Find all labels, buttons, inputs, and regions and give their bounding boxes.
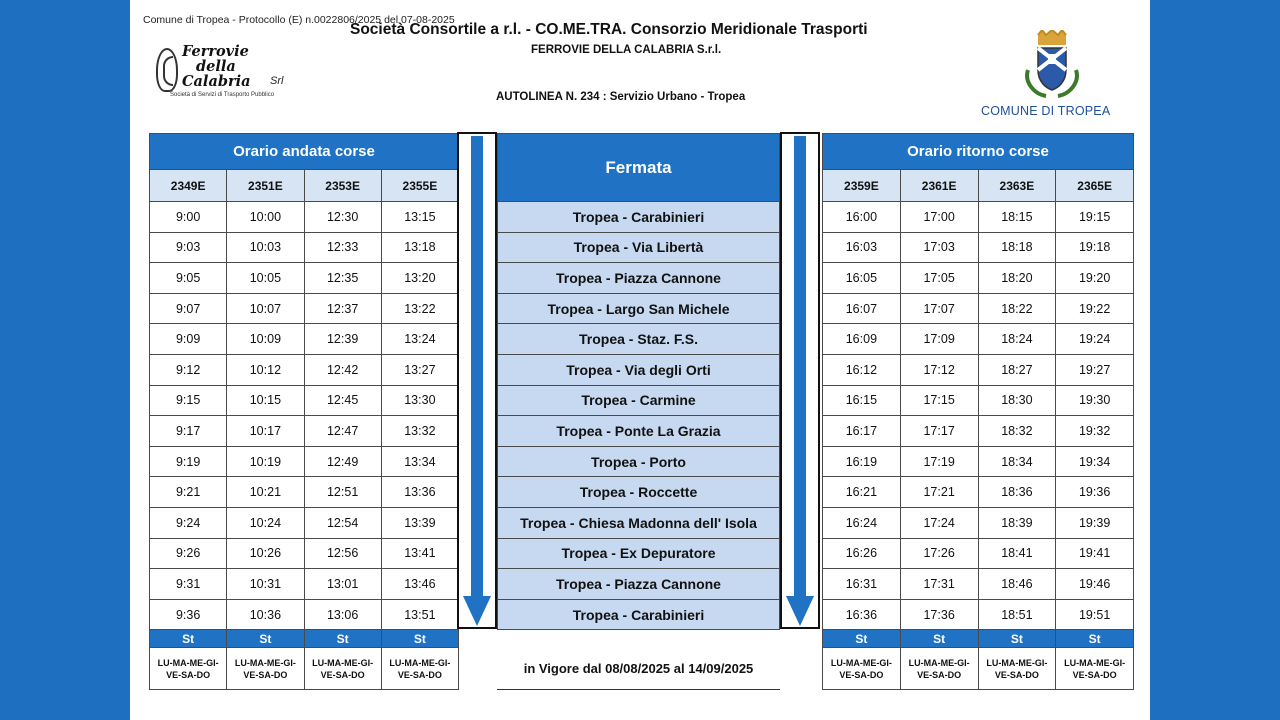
time-cell: 17:12 xyxy=(900,354,978,385)
days-line: VE-SA-DO xyxy=(320,669,365,680)
table-row xyxy=(150,354,459,385)
cell: 2361E xyxy=(900,170,978,202)
cell: St xyxy=(1056,630,1134,648)
table-row xyxy=(823,293,1134,324)
stop-name: Tropea - Ex Depuratore xyxy=(498,538,780,569)
days-line: VE-SA-DO xyxy=(397,669,442,680)
time-cell: 18:32 xyxy=(978,416,1056,447)
table-row xyxy=(150,599,459,630)
days-line: LU-MA-ME-GI- xyxy=(157,657,219,668)
fdc-line2: della xyxy=(196,58,236,75)
time-cell: 12:42 xyxy=(304,354,381,385)
time-cell: 17:00 xyxy=(900,202,978,233)
time-cell: 13:20 xyxy=(381,263,458,294)
days-line: VE-SA-DO xyxy=(243,669,288,680)
time-cell: 19:24 xyxy=(1056,324,1134,355)
table-row xyxy=(823,416,1134,447)
table-row xyxy=(150,263,459,294)
stop-name: Tropea - Carmine xyxy=(498,385,780,416)
time-cell: 19:22 xyxy=(1056,293,1134,324)
cell: 2351E xyxy=(227,170,304,202)
time-cell: 10:19 xyxy=(227,446,304,477)
time-cell: 16:19 xyxy=(823,446,901,477)
table-row xyxy=(150,507,459,538)
cell: 2355E xyxy=(381,170,458,202)
cell: St xyxy=(823,630,901,648)
validity-note: in Vigore dal 08/08/2025 al 14/09/2025 xyxy=(497,650,780,690)
time-cell: 13:36 xyxy=(381,477,458,508)
time-cell: 19:20 xyxy=(1056,263,1134,294)
time-cell: 18:30 xyxy=(978,385,1056,416)
time-cell: 19:32 xyxy=(1056,416,1134,447)
table-row xyxy=(823,263,1134,294)
fdc-subtitle: Società di Servizi di Trasporto Pubblico xyxy=(170,92,275,98)
table-row xyxy=(150,293,459,324)
table-row xyxy=(150,232,459,263)
time-cell: 12:39 xyxy=(304,324,381,355)
days-cell xyxy=(978,648,1056,690)
comune-name: COMUNE DI TROPEA xyxy=(981,104,1111,118)
table-row xyxy=(823,477,1134,508)
time-cell: 19:18 xyxy=(1056,232,1134,263)
ritorno-title: Orario ritorno corse xyxy=(823,134,1134,170)
days-line: VE-SA-DO xyxy=(839,669,884,680)
time-cell: 9:03 xyxy=(150,232,227,263)
cell: St xyxy=(381,630,458,648)
cell: St xyxy=(978,630,1056,648)
time-cell: 18:15 xyxy=(978,202,1056,233)
fdc-line3: Calabria xyxy=(182,73,251,90)
time-cell: 17:17 xyxy=(900,416,978,447)
stop-row xyxy=(498,293,780,324)
time-cell: 16:31 xyxy=(823,569,901,600)
time-cell: 19:27 xyxy=(1056,354,1134,385)
tropea-crest-icon xyxy=(1020,30,1084,102)
days-cell xyxy=(381,648,458,690)
days-line: LU-MA-ME-GI- xyxy=(312,657,374,668)
table-row xyxy=(150,324,459,355)
table-row xyxy=(823,507,1134,538)
time-cell: 12:54 xyxy=(304,507,381,538)
time-cell: 13:27 xyxy=(381,354,458,385)
time-cell: 12:56 xyxy=(304,538,381,569)
time-cell: 16:05 xyxy=(823,263,901,294)
time-cell: 16:12 xyxy=(823,354,901,385)
ritorno-st-row xyxy=(823,630,1134,648)
time-cell: 19:15 xyxy=(1056,202,1134,233)
stop-name: Tropea - Roccette xyxy=(498,477,780,508)
time-cell: 9:12 xyxy=(150,354,227,385)
time-cell: 13:34 xyxy=(381,446,458,477)
stop-name: Tropea - Ponte La Grazia xyxy=(498,416,780,447)
stop-name: Tropea - Chiesa Madonna dell' Isola xyxy=(498,507,780,538)
time-cell: 13:41 xyxy=(381,538,458,569)
ritorno-codes-row xyxy=(823,170,1134,202)
time-cell: 13:15 xyxy=(381,202,458,233)
days-line: VE-SA-DO xyxy=(917,669,962,680)
time-cell: 10:17 xyxy=(227,416,304,447)
time-cell: 9:17 xyxy=(150,416,227,447)
stop-name: Tropea - Carabinieri xyxy=(498,599,780,630)
fdc-emblem-icon xyxy=(156,48,178,92)
time-cell: 17:15 xyxy=(900,385,978,416)
time-cell: 18:41 xyxy=(978,538,1056,569)
time-cell: 12:45 xyxy=(304,385,381,416)
stop-name: Tropea - Largo San Michele xyxy=(498,293,780,324)
table-row xyxy=(823,324,1134,355)
stop-row xyxy=(498,385,780,416)
time-cell: 17:26 xyxy=(900,538,978,569)
time-cell: 10:07 xyxy=(227,293,304,324)
table-row xyxy=(150,569,459,600)
time-cell: 17:36 xyxy=(900,599,978,630)
table-row xyxy=(150,446,459,477)
stop-row xyxy=(498,354,780,385)
cell: 2359E xyxy=(823,170,901,202)
company-title: Società Consortile a r.l. - CO.ME.TRA. Consorzio Meridionale Trasporti xyxy=(350,21,868,38)
stop-name: Tropea - Carabinieri xyxy=(498,202,780,233)
days-line: LU-MA-ME-GI- xyxy=(986,657,1048,668)
stop-name: Tropea - Piazza Cannone xyxy=(498,569,780,600)
time-cell: 16:24 xyxy=(823,507,901,538)
stop-row xyxy=(498,232,780,263)
stop-row xyxy=(498,324,780,355)
time-cell: 13:01 xyxy=(304,569,381,600)
cell: 2363E xyxy=(978,170,1056,202)
time-cell: 9:00 xyxy=(150,202,227,233)
days-cell xyxy=(900,648,978,690)
time-cell: 12:51 xyxy=(304,477,381,508)
time-cell: 13:46 xyxy=(381,569,458,600)
time-cell: 10:21 xyxy=(227,477,304,508)
time-cell: 10:03 xyxy=(227,232,304,263)
ferrovie-calabria-logo xyxy=(152,42,302,102)
time-cell: 18:18 xyxy=(978,232,1056,263)
time-cell: 12:35 xyxy=(304,263,381,294)
time-cell: 17:03 xyxy=(900,232,978,263)
days-cell xyxy=(1056,648,1134,690)
time-cell: 13:32 xyxy=(381,416,458,447)
time-cell: 10:24 xyxy=(227,507,304,538)
direction-arrow-left xyxy=(457,132,497,629)
subcompany-title: FERROVIE DELLA CALABRIA S.r.l. xyxy=(531,44,722,56)
time-cell: 13:39 xyxy=(381,507,458,538)
andata-times xyxy=(150,202,459,630)
time-cell: 13:24 xyxy=(381,324,458,355)
time-cell: 16:21 xyxy=(823,477,901,508)
time-cell: 19:39 xyxy=(1056,507,1134,538)
time-cell: 18:20 xyxy=(978,263,1056,294)
table-row xyxy=(823,446,1134,477)
fdc-logo-text xyxy=(182,44,251,89)
stop-row xyxy=(498,202,780,233)
time-cell: 18:46 xyxy=(978,569,1056,600)
fdc-srl: Srl xyxy=(270,75,284,87)
time-cell: 16:00 xyxy=(823,202,901,233)
time-cell: 19:36 xyxy=(1056,477,1134,508)
time-cell: 12:49 xyxy=(304,446,381,477)
stop-row xyxy=(498,599,780,630)
time-cell: 18:27 xyxy=(978,354,1056,385)
time-cell: 17:05 xyxy=(900,263,978,294)
fermata-title: Fermata xyxy=(498,134,780,202)
stop-name: Tropea - Piazza Cannone xyxy=(498,263,780,294)
time-cell: 17:21 xyxy=(900,477,978,508)
time-cell: 16:36 xyxy=(823,599,901,630)
stop-name: Tropea - Staz. F.S. xyxy=(498,324,780,355)
time-cell: 18:24 xyxy=(978,324,1056,355)
table-row xyxy=(823,599,1134,630)
time-cell: 16:07 xyxy=(823,293,901,324)
stop-row xyxy=(498,507,780,538)
table-row xyxy=(150,538,459,569)
time-cell: 19:30 xyxy=(1056,385,1134,416)
time-cell: 18:39 xyxy=(978,507,1056,538)
cell: St xyxy=(150,630,227,648)
fermata-stops xyxy=(498,202,780,630)
table-row xyxy=(823,569,1134,600)
stop-name: Tropea - Porto xyxy=(498,446,780,477)
time-cell: 19:34 xyxy=(1056,446,1134,477)
time-cell: 16:09 xyxy=(823,324,901,355)
andata-st-row xyxy=(150,630,459,648)
days-cell xyxy=(150,648,227,690)
days-cell xyxy=(823,648,901,690)
cell: 2349E xyxy=(150,170,227,202)
ritorno-table xyxy=(822,133,1134,690)
days-line: VE-SA-DO xyxy=(1072,669,1117,680)
time-cell: 9:21 xyxy=(150,477,227,508)
time-cell: 9:09 xyxy=(150,324,227,355)
time-cell: 13:18 xyxy=(381,232,458,263)
fermata-table xyxy=(497,133,780,630)
table-row xyxy=(823,202,1134,233)
time-cell: 10:00 xyxy=(227,202,304,233)
time-cell: 9:05 xyxy=(150,263,227,294)
time-cell: 18:51 xyxy=(978,599,1056,630)
time-cell: 18:34 xyxy=(978,446,1056,477)
stop-row xyxy=(498,446,780,477)
time-cell: 16:03 xyxy=(823,232,901,263)
time-cell: 10:31 xyxy=(227,569,304,600)
fdc-line1: Ferrovie xyxy=(182,43,249,60)
time-cell: 9:24 xyxy=(150,507,227,538)
time-cell: 9:07 xyxy=(150,293,227,324)
stop-row xyxy=(498,477,780,508)
time-cell: 19:51 xyxy=(1056,599,1134,630)
days-line: LU-MA-ME-GI- xyxy=(234,657,296,668)
time-cell: 9:36 xyxy=(150,599,227,630)
timetable-document xyxy=(130,0,1150,720)
table-row xyxy=(150,202,459,233)
days-cell xyxy=(227,648,304,690)
time-cell: 17:31 xyxy=(900,569,978,600)
route-title: AUTOLINEA N. 234 : Servizio Urbano - Tropea xyxy=(496,91,746,103)
time-cell: 12:37 xyxy=(304,293,381,324)
stop-row xyxy=(498,538,780,569)
time-cell: 18:22 xyxy=(978,293,1056,324)
days-line: VE-SA-DO xyxy=(166,669,211,680)
table-row xyxy=(823,232,1134,263)
cell: 2365E xyxy=(1056,170,1134,202)
time-cell: 9:19 xyxy=(150,446,227,477)
time-cell: 13:51 xyxy=(381,599,458,630)
time-cell: 10:36 xyxy=(227,599,304,630)
stop-name: Tropea - Via Libertà xyxy=(498,232,780,263)
days-line: VE-SA-DO xyxy=(994,669,1039,680)
cell: St xyxy=(304,630,381,648)
andata-days-row xyxy=(150,648,459,690)
time-cell: 16:26 xyxy=(823,538,901,569)
stop-row xyxy=(498,569,780,600)
stop-row xyxy=(498,263,780,294)
time-cell: 9:26 xyxy=(150,538,227,569)
time-cell: 17:07 xyxy=(900,293,978,324)
table-row xyxy=(150,477,459,508)
table-row xyxy=(150,416,459,447)
ritorno-days-row xyxy=(823,648,1134,690)
time-cell: 10:09 xyxy=(227,324,304,355)
days-line: LU-MA-ME-GI- xyxy=(389,657,451,668)
table-row xyxy=(823,385,1134,416)
time-cell: 18:36 xyxy=(978,477,1056,508)
time-cell: 19:46 xyxy=(1056,569,1134,600)
time-cell: 12:30 xyxy=(304,202,381,233)
table-row xyxy=(823,538,1134,569)
stop-name: Tropea - Via degli Orti xyxy=(498,354,780,385)
days-line: LU-MA-ME-GI- xyxy=(830,657,892,668)
time-cell: 17:19 xyxy=(900,446,978,477)
time-cell: 16:17 xyxy=(823,416,901,447)
protocol-stamp: Comune di Tropea - Protocollo (E) n.0022806/2025 del 07-08-2025 xyxy=(143,14,455,26)
time-cell: 9:31 xyxy=(150,569,227,600)
time-cell: 12:47 xyxy=(304,416,381,447)
cell: St xyxy=(227,630,304,648)
days-cell xyxy=(304,648,381,690)
time-cell: 17:24 xyxy=(900,507,978,538)
ritorno-times xyxy=(823,202,1134,630)
stop-row xyxy=(498,416,780,447)
cell: St xyxy=(900,630,978,648)
table-row xyxy=(823,354,1134,385)
time-cell: 10:05 xyxy=(227,263,304,294)
time-cell: 13:06 xyxy=(304,599,381,630)
table-row xyxy=(150,385,459,416)
andata-codes-row xyxy=(150,170,459,202)
time-cell: 17:09 xyxy=(900,324,978,355)
andata-table xyxy=(149,133,459,690)
time-cell: 10:26 xyxy=(227,538,304,569)
time-cell: 16:15 xyxy=(823,385,901,416)
time-cell: 12:33 xyxy=(304,232,381,263)
time-cell: 9:15 xyxy=(150,385,227,416)
time-cell: 13:22 xyxy=(381,293,458,324)
time-cell: 13:30 xyxy=(381,385,458,416)
days-line: LU-MA-ME-GI- xyxy=(1064,657,1126,668)
andata-title: Orario andata corse xyxy=(150,134,459,170)
cell: 2353E xyxy=(304,170,381,202)
time-cell: 10:15 xyxy=(227,385,304,416)
time-cell: 10:12 xyxy=(227,354,304,385)
time-cell: 19:41 xyxy=(1056,538,1134,569)
direction-arrow-right xyxy=(780,132,820,629)
days-line: LU-MA-ME-GI- xyxy=(908,657,970,668)
